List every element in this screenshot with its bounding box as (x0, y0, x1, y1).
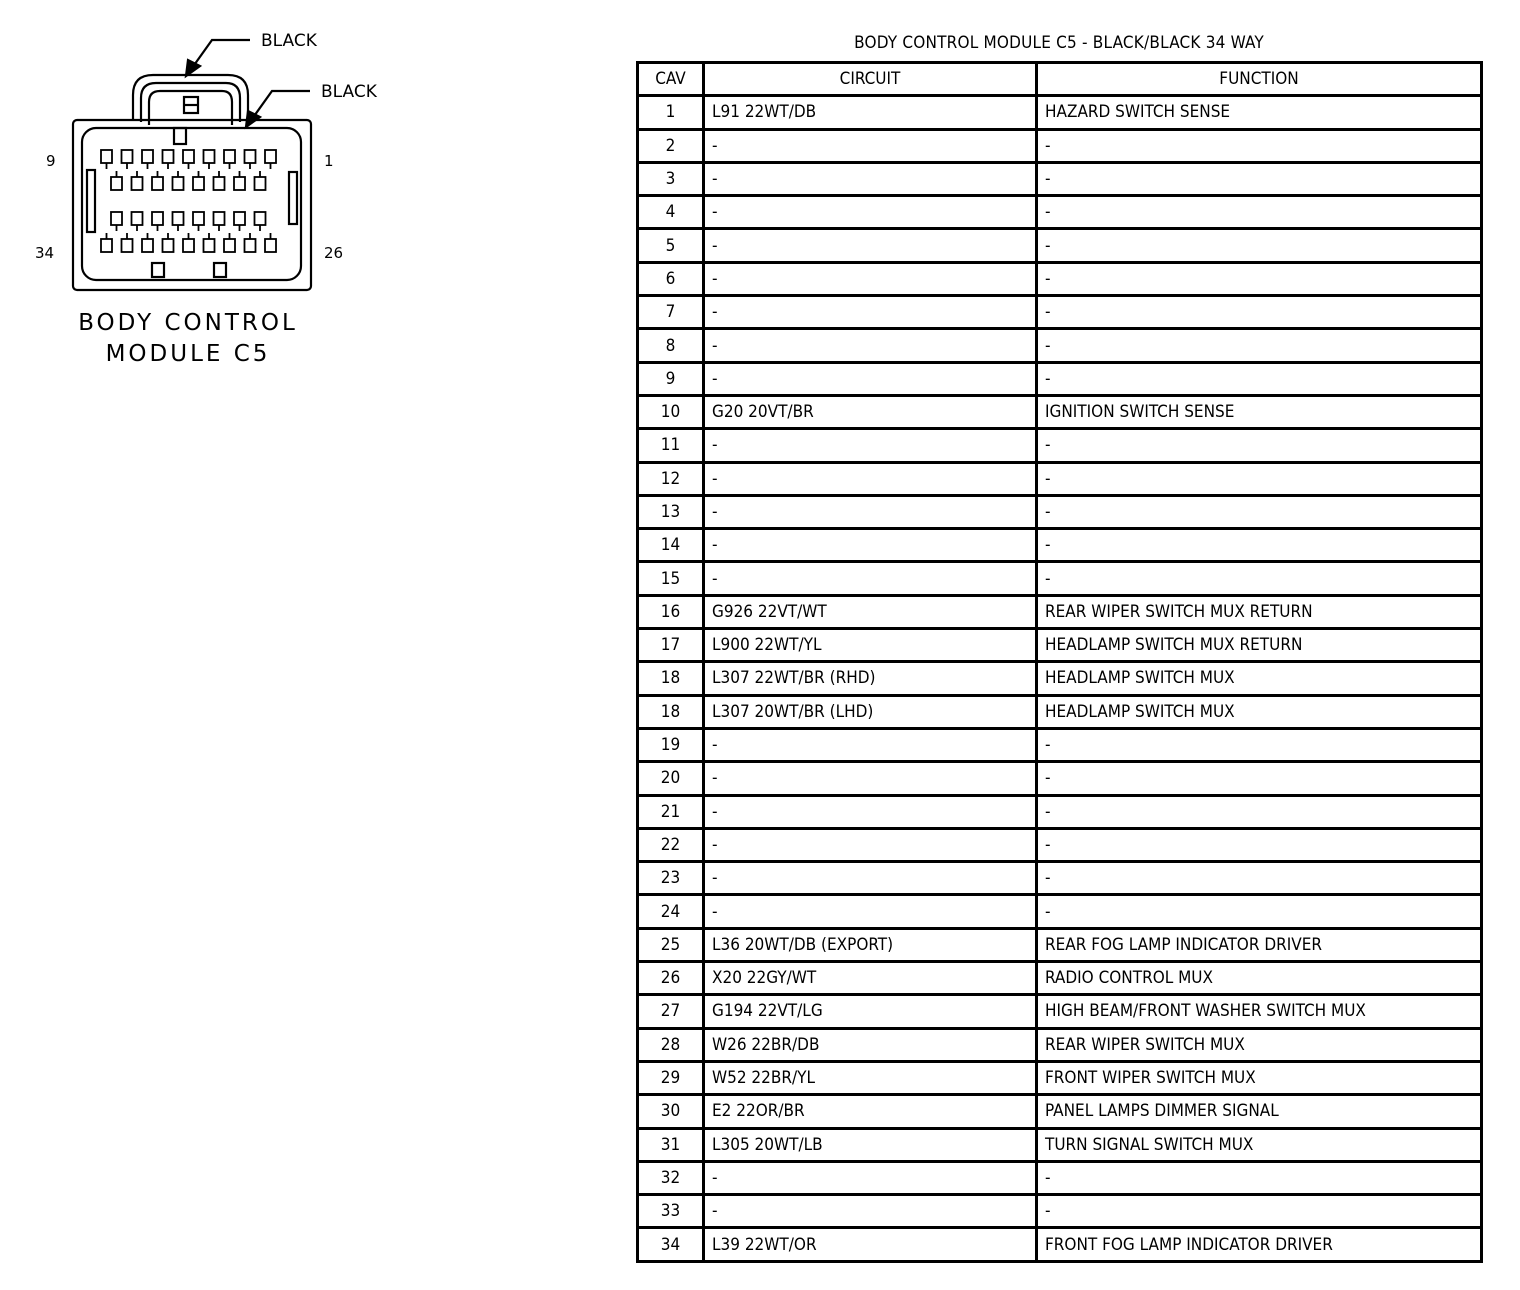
table-row (638, 429, 1482, 462)
cav-cell: 33 (638, 1195, 704, 1228)
table-row (638, 296, 1482, 329)
cavity (214, 171, 225, 190)
table-row (638, 1195, 1482, 1228)
function-cell: HEADLAMP SWITCH MUX RETURN (1037, 629, 1482, 662)
cavity (142, 150, 153, 169)
pinout-table (636, 61, 1483, 1263)
cavity (224, 233, 235, 252)
table-row (638, 962, 1482, 995)
cavity (111, 212, 122, 231)
cavity (234, 171, 245, 190)
table-row (638, 196, 1482, 229)
function-cell: - (1037, 562, 1482, 595)
cav-cell: 7 (638, 296, 704, 329)
table-row (638, 1028, 1482, 1061)
cav-cell: 21 (638, 795, 704, 828)
function-cell: - (1037, 162, 1482, 195)
table-row (638, 1128, 1482, 1161)
callout-leader-right (246, 91, 310, 127)
circuit-cell: L91 22WT/DB (704, 96, 1037, 129)
cavity (234, 212, 245, 231)
cav-cell: 22 (638, 828, 704, 861)
cav-cell: 8 (638, 329, 704, 362)
function-cell: HAZARD SWITCH SENSE (1037, 96, 1482, 129)
circuit-cell: - (704, 262, 1037, 295)
circuit-cell: W26 22BR/DB (704, 1028, 1037, 1061)
table-row (638, 695, 1482, 728)
circuit-cell: G926 22VT/WT (704, 595, 1037, 628)
table-row (638, 395, 1482, 428)
cav-cell: 31 (638, 1128, 704, 1161)
function-cell: - (1037, 362, 1482, 395)
table-row (638, 329, 1482, 362)
circuit-cell: - (704, 229, 1037, 262)
header-circuit: CIRCUIT (704, 63, 1037, 96)
cav-cell: 17 (638, 629, 704, 662)
table-row (638, 1228, 1482, 1261)
cav-cell: 27 (638, 995, 704, 1028)
header-cav: CAV (638, 63, 704, 96)
cavity (163, 150, 174, 169)
circuit-cell: - (704, 129, 1037, 162)
function-cell: - (1037, 762, 1482, 795)
cavity (132, 171, 143, 190)
cav-cell: 26 (638, 962, 704, 995)
cavity (204, 150, 215, 169)
cav-cell: 34 (638, 1228, 704, 1261)
function-cell: - (1037, 129, 1482, 162)
cavity (183, 233, 194, 252)
cavity (245, 150, 256, 169)
cav-cell: 29 (638, 1061, 704, 1094)
circuit-cell: - (704, 296, 1037, 329)
circuit-cell: L39 22WT/OR (704, 1228, 1037, 1261)
cav-cell: 9 (638, 362, 704, 395)
cavity (152, 171, 163, 190)
table-row (638, 762, 1482, 795)
table-row (638, 495, 1482, 528)
function-cell: - (1037, 296, 1482, 329)
function-cell: - (1037, 196, 1482, 229)
cavity (122, 233, 133, 252)
function-cell: HEADLAMP SWITCH MUX (1037, 695, 1482, 728)
cavity (183, 150, 194, 169)
function-cell: HEADLAMP SWITCH MUX (1037, 662, 1482, 695)
function-cell: IGNITION SWITCH SENSE (1037, 395, 1482, 428)
table-row (638, 728, 1482, 761)
function-cell: RADIO CONTROL MUX (1037, 962, 1482, 995)
cavity (101, 233, 112, 252)
cavity (265, 233, 276, 252)
cav-cell: 25 (638, 928, 704, 961)
cavity (193, 212, 204, 231)
pin-label-bottom-right: 26 (324, 244, 344, 262)
circuit-cell: - (704, 196, 1037, 229)
cavity (214, 212, 225, 231)
cav-cell: 13 (638, 495, 704, 528)
table-row (638, 529, 1482, 562)
cav-cell: 11 (638, 429, 704, 462)
cavity (245, 233, 256, 252)
table-header-row (638, 63, 1482, 96)
cav-cell: 15 (638, 562, 704, 595)
callout-top-label: BLACK (261, 31, 317, 51)
circuit-cell: X20 22GY/WT (704, 962, 1037, 995)
table-row (638, 928, 1482, 961)
cav-cell: 4 (638, 196, 704, 229)
cav-cell: 19 (638, 728, 704, 761)
circuit-cell: - (704, 162, 1037, 195)
cav-cell: 16 (638, 595, 704, 628)
circuit-cell: - (704, 1195, 1037, 1228)
circuit-cell: - (704, 429, 1037, 462)
table-row (638, 995, 1482, 1028)
function-cell: REAR WIPER SWITCH MUX (1037, 1028, 1482, 1061)
cav-cell: 30 (638, 1095, 704, 1128)
table-row (638, 795, 1482, 828)
function-cell: - (1037, 862, 1482, 895)
function-cell: - (1037, 895, 1482, 928)
circuit-cell: - (704, 895, 1037, 928)
cavity-grid (101, 150, 276, 252)
table-row (638, 1095, 1482, 1128)
circuit-cell: G194 22VT/LG (704, 995, 1037, 1028)
pin-label-bottom-left: 34 (35, 244, 55, 262)
table-row (638, 162, 1482, 195)
connector-body (73, 120, 311, 290)
cav-cell: 5 (638, 229, 704, 262)
cav-cell: 1 (638, 96, 704, 129)
cav-cell: 32 (638, 1161, 704, 1194)
circuit-cell: - (704, 795, 1037, 828)
function-cell: - (1037, 1195, 1482, 1228)
function-cell: REAR FOG LAMP INDICATOR DRIVER (1037, 928, 1482, 961)
function-cell: - (1037, 495, 1482, 528)
cavity (101, 150, 112, 169)
circuit-cell: - (704, 462, 1037, 495)
cavity (255, 212, 266, 231)
callout-right-label: BLACK (321, 82, 377, 102)
callout-leader-top (186, 40, 250, 76)
table-row (638, 229, 1482, 262)
circuit-cell: - (704, 1161, 1037, 1194)
circuit-cell: - (704, 529, 1037, 562)
cavity (173, 212, 184, 231)
function-cell: PANEL LAMPS DIMMER SIGNAL (1037, 1095, 1482, 1128)
cav-cell: 20 (638, 762, 704, 795)
function-cell: - (1037, 462, 1482, 495)
table-row (638, 595, 1482, 628)
header-function: FUNCTION (1037, 63, 1482, 96)
cavity (142, 233, 153, 252)
table-row (638, 862, 1482, 895)
table-row (638, 662, 1482, 695)
cav-cell: 6 (638, 262, 704, 295)
circuit-cell: L36 20WT/DB (EXPORT) (704, 928, 1037, 961)
table-row (638, 262, 1482, 295)
connector-diagram (0, 0, 620, 380)
cav-cell: 23 (638, 862, 704, 895)
table-row (638, 129, 1482, 162)
circuit-cell: L307 22WT/BR (RHD) (704, 662, 1037, 695)
function-cell: - (1037, 795, 1482, 828)
function-cell: HIGH BEAM/FRONT WASHER SWITCH MUX (1037, 995, 1482, 1028)
function-cell: FRONT WIPER SWITCH MUX (1037, 1061, 1482, 1094)
circuit-cell: L307 20WT/BR (LHD) (704, 695, 1037, 728)
circuit-cell: - (704, 728, 1037, 761)
table-row (638, 895, 1482, 928)
table-row (638, 1161, 1482, 1194)
cav-cell: 28 (638, 1028, 704, 1061)
cavity (111, 171, 122, 190)
circuit-cell: - (704, 362, 1037, 395)
circuit-cell: L900 22WT/YL (704, 629, 1037, 662)
circuit-cell: - (704, 495, 1037, 528)
cav-cell: 18 (638, 662, 704, 695)
cavity (224, 150, 235, 169)
cav-cell: 2 (638, 129, 704, 162)
circuit-cell: W52 22BR/YL (704, 1061, 1037, 1094)
cavity (173, 171, 184, 190)
table-row (638, 828, 1482, 861)
cav-cell: 3 (638, 162, 704, 195)
cavity (265, 150, 276, 169)
table-row (638, 362, 1482, 395)
function-cell: - (1037, 828, 1482, 861)
circuit-cell: - (704, 762, 1037, 795)
function-cell: - (1037, 429, 1482, 462)
cav-cell: 24 (638, 895, 704, 928)
function-cell: REAR WIPER SWITCH MUX RETURN (1037, 595, 1482, 628)
cavity (132, 212, 143, 231)
circuit-cell: - (704, 562, 1037, 595)
table-row (638, 1061, 1482, 1094)
cav-cell: 10 (638, 395, 704, 428)
table-title: BODY CONTROL MODULE C5 - BLACK/BLACK 34 WAY (854, 33, 1264, 53)
cavity (122, 150, 133, 169)
circuit-cell: - (704, 862, 1037, 895)
circuit-cell: E2 22OR/BR (704, 1095, 1037, 1128)
pin-label-top-right: 1 (324, 152, 334, 170)
cav-cell: 18 (638, 695, 704, 728)
cavity (163, 233, 174, 252)
connector-caption-line1: BODY CONTROL (78, 310, 298, 336)
circuit-cell: - (704, 329, 1037, 362)
table-row (638, 562, 1482, 595)
function-cell: - (1037, 229, 1482, 262)
table-row (638, 96, 1482, 129)
cav-cell: 14 (638, 529, 704, 562)
function-cell: TURN SIGNAL SWITCH MUX (1037, 1128, 1482, 1161)
function-cell: - (1037, 529, 1482, 562)
connector-latch (133, 75, 248, 125)
cavity (255, 171, 266, 190)
table-row (638, 462, 1482, 495)
function-cell: - (1037, 728, 1482, 761)
cavity (193, 171, 204, 190)
table-row (638, 629, 1482, 662)
function-cell: - (1037, 1161, 1482, 1194)
circuit-cell: - (704, 828, 1037, 861)
circuit-cell: L305 20WT/LB (704, 1128, 1037, 1161)
function-cell: - (1037, 262, 1482, 295)
function-cell: - (1037, 329, 1482, 362)
cav-cell: 12 (638, 462, 704, 495)
cavity (204, 233, 215, 252)
circuit-cell: G20 20VT/BR (704, 395, 1037, 428)
function-cell: FRONT FOG LAMP INDICATOR DRIVER (1037, 1228, 1482, 1261)
pin-label-top-left: 9 (46, 152, 56, 170)
connector-caption-line2: MODULE C5 (105, 341, 271, 367)
cavity (152, 212, 163, 231)
